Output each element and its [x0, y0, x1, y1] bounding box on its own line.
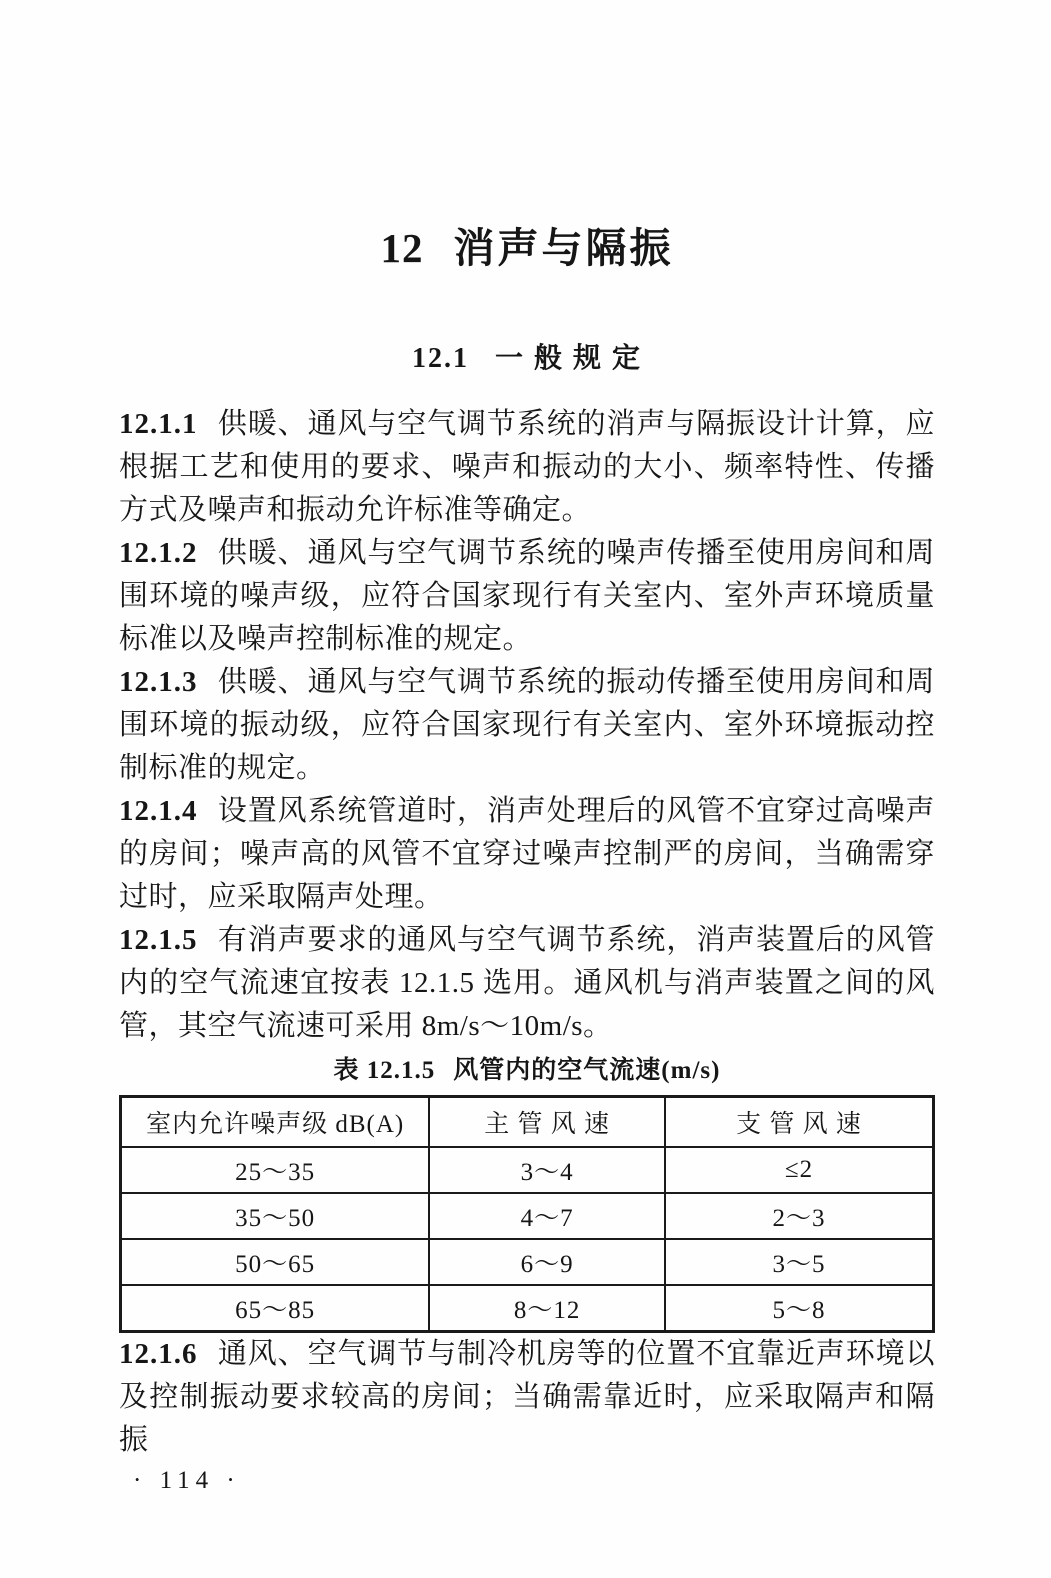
clause-text: 供暖、通风与空气调节系统的振动传播至使用房间和周围环境的振动级，应符合国家现行有关室内、室外环境振动控制标准的规定。: [119, 666, 935, 784]
clause-number: 12.1.1: [119, 408, 198, 440]
clause-12-1-1: [119, 403, 935, 532]
clause-text: 供暖、通风与空气调节系统的噪声传播至使用房间和周围环境的噪声级，应符合国家现行有关室内、室外声环境质量标准以及噪声控制标准的规定。: [119, 537, 935, 655]
clause-number: 12.1.3: [119, 666, 198, 698]
cell-main-duct: 8～12: [429, 1285, 665, 1332]
table-caption-label: 表 12.1.5: [333, 1057, 436, 1084]
clause-12-1-6: [119, 1333, 935, 1462]
table-header-row: [121, 1097, 934, 1148]
cell-main-duct: 3～4: [429, 1147, 665, 1193]
table-row: [121, 1239, 934, 1285]
clause-text: 有消声要求的通风与空气调节系统，消声装置后的风管内的空气流速宜按表 12.1.5 选用。通风机与消声装置之间的风管，其空气流速可采用 8m/s～10m/s。: [119, 924, 935, 1042]
chapter-number: 12: [380, 225, 424, 271]
cell-noise-level: 50～65: [121, 1239, 430, 1285]
page-number: · 114 ·: [133, 1467, 241, 1494]
clause-text: 供暖、通风与空气调节系统的消声与隔振设计计算，应根据工艺和使用的要求、噪声和振动的大小、频率特性、传播方式及噪声和振动允许标准等确定。: [119, 408, 935, 526]
cell-branch-duct: 2～3: [665, 1193, 933, 1239]
cell-branch-duct: ≤2: [665, 1147, 933, 1193]
cell-branch-duct: 3～5: [665, 1239, 933, 1285]
section-title-text: 一 般 规 定: [494, 343, 642, 374]
clause-number: 12.1.4: [119, 795, 198, 827]
clause-text: 设置风系统管道时，消声处理后的风管不宜穿过高噪声的房间；噪声高的风管不宜穿过噪声控制严的房间，当确需穿过时，应采取隔声处理。: [119, 795, 935, 913]
table-row: [121, 1285, 934, 1332]
clause-12-1-5: [119, 919, 935, 1048]
section-title: [119, 342, 935, 376]
clause-12-1-2: [119, 532, 935, 661]
header-branch-duct: 支 管 风 速: [665, 1097, 933, 1148]
cell-noise-level: 65～85: [121, 1285, 430, 1332]
clause-number: 12.1.6: [119, 1338, 198, 1370]
table-row: [121, 1193, 934, 1239]
section-number: 12.1: [411, 343, 469, 374]
table-header: [121, 1097, 934, 1148]
clause-12-1-4: [119, 790, 935, 919]
cell-noise-level: 25～35: [121, 1147, 430, 1193]
body-text: [119, 403, 935, 1495]
table-row: [121, 1147, 934, 1193]
air-velocity-table: [119, 1095, 935, 1333]
clause-12-1-3: [119, 661, 935, 790]
table-body: [121, 1147, 934, 1332]
header-noise-level: 室内允许噪声级 dB(A): [121, 1097, 430, 1148]
cell-main-duct: 6～9: [429, 1239, 665, 1285]
table-caption-title: 风管内的空气流速(m/s): [453, 1057, 721, 1084]
clause-text: 通风、空气调节与制冷机房等的位置不宜靠近声环境以及控制振动要求较高的房间；当确需靠近时，应采取隔声和隔振: [119, 1338, 935, 1456]
chapter-title: [119, 224, 935, 272]
clause-number: 12.1.5: [119, 924, 198, 956]
cell-main-duct: 4～7: [429, 1193, 665, 1239]
clause-number: 12.1.2: [119, 537, 198, 569]
cell-noise-level: 35～50: [121, 1193, 430, 1239]
cell-branch-duct: 5～8: [665, 1285, 933, 1332]
table-caption: [119, 1056, 935, 1086]
chapter-title-text: 消声与隔振: [453, 225, 674, 271]
header-main-duct: 主 管 风 速: [429, 1097, 665, 1148]
